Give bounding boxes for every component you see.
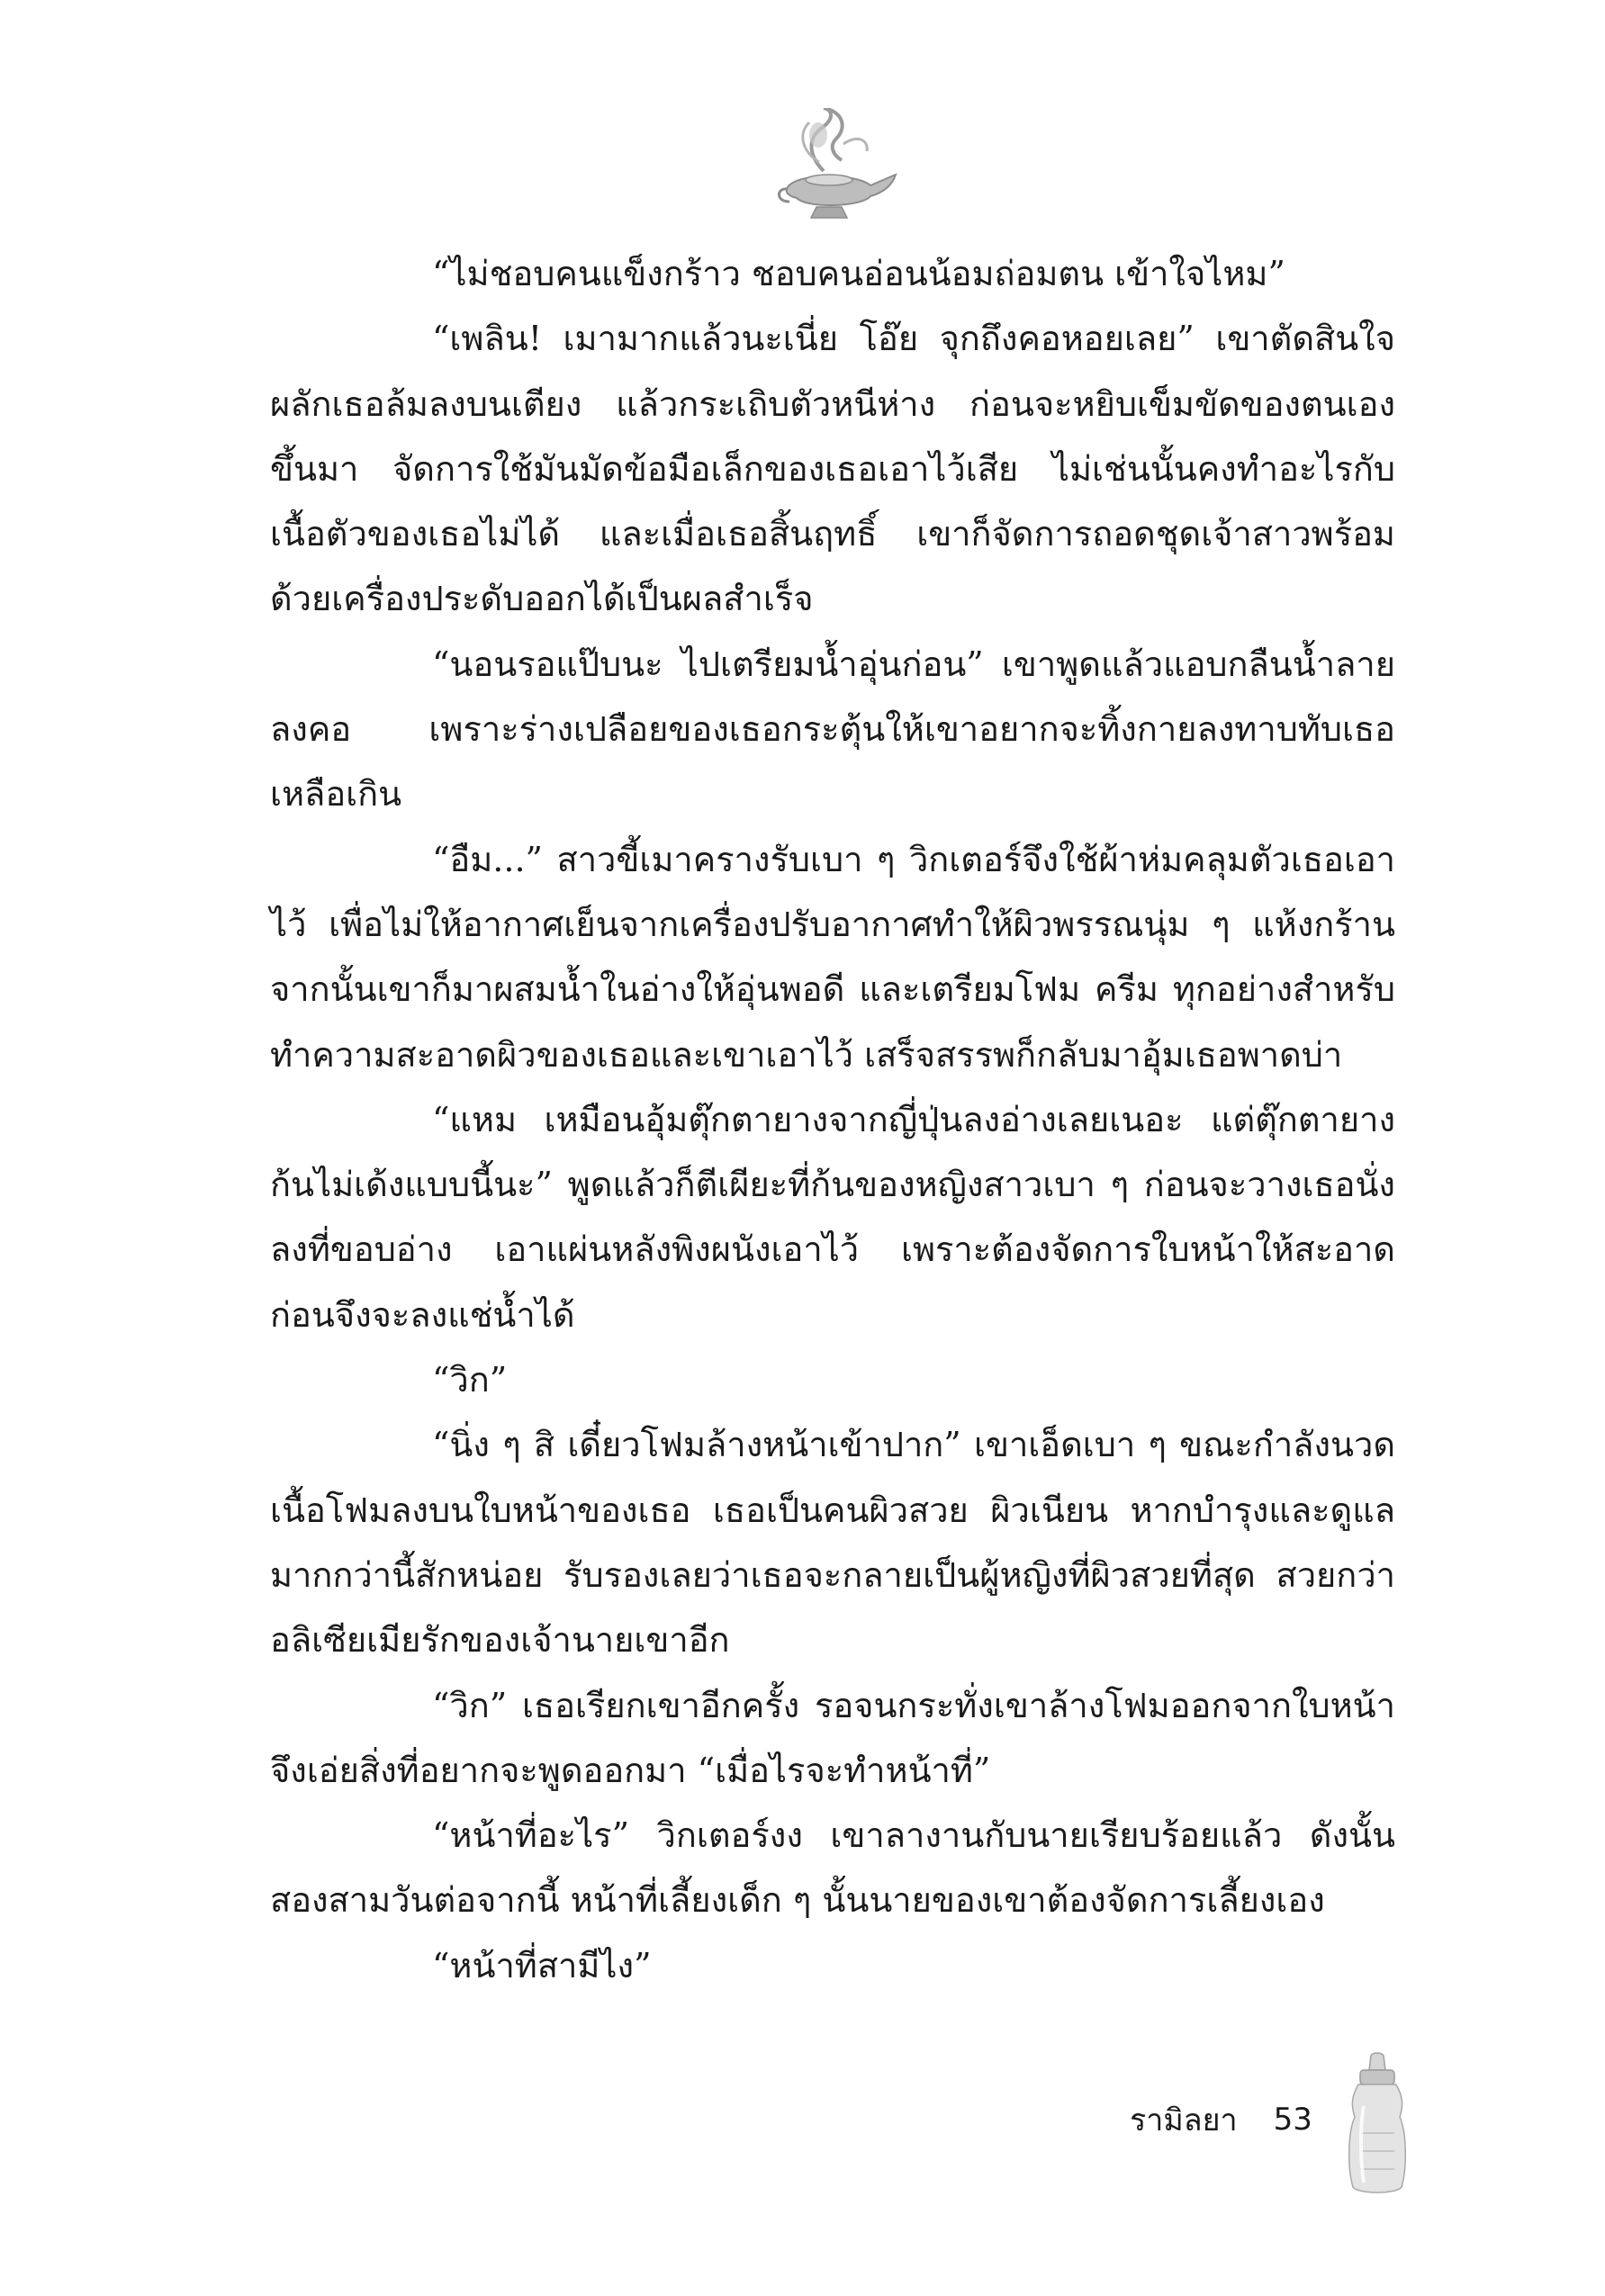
paragraph: “วิก” xyxy=(432,1360,508,1400)
magic-lamp-icon xyxy=(770,108,905,225)
baby-bottle-icon xyxy=(1337,2052,1418,2196)
paragraph: “นอนรอแป๊บนะ ไปเตรียมน้ำอุ่นก่อน” เขาพูดแล้วแอบกลืนน้ำลายลงคอ เพราะร่างเปลือยของเธอกระตุ้นให้เขาอยากจะทิ้งกายลงทาบทับเธอเหลือเกิน xyxy=(270,644,1395,815)
paragraph: “นิ่ง ๆ สิ เดี๋ยวโฟมล้างหน้าเข้าปาก” เขาเอ็ดเบา ๆ ขณะกำลังนวดเนื้อโฟมลงบนใบหน้าของเธอ เธอเป็นคนผิวสวย ผิวเนียน หากบำรุงและดูแลมากกว่านี้สักหน่อย รับรองเลยว่าเธอจะกลายเป็นผู้หญิงที่ผิวสวยที่สุด สวยกว่าอลิเซียเมียรักของเจ้านายเขาอีก xyxy=(270,1425,1395,1661)
chapter-text xyxy=(270,241,1395,1998)
paragraph: “หน้าที่สามีไง” xyxy=(432,1945,652,1985)
paragraph: “อืม...” สาวขี้เมาครางรับเบา ๆ วิกเตอร์จึงใช้ผ้าห่มคลุมตัวเธอเอาไว้ เพื่อไม่ให้อากาศเย็นจากเครื่องปรับอากาศทำให้ผิวพรรณนุ่ม ๆ แห้งกร้าน จากนั้นเขาก็มาผสมน้ำในอ่างให้อุ่นพอดี และเตรียมโฟม ครีม ทุกอย่างสำหรับทำความสะอาดผิวของเธอและเขาเอาไว้ เสร็จสรรพก็กลับมาอุ้มเธอพาดบ่า xyxy=(270,839,1395,1075)
paragraph: “หน้าที่อะไร” วิกเตอร์งง เขาลางานกับนายเรียบร้อยแล้ว ดังนั้นสองสามวันต่อจากนี้ หน้าที่เลี้ยงเด็ก ๆ นั้นนายของเขาต้องจัดการเลี้ยงเอง xyxy=(270,1815,1395,1921)
paragraph: “ไม่ชอบคนแข็งกร้าว ชอบคนอ่อนน้อมถ่อมตน เข้าใจไหม” xyxy=(432,254,1285,293)
paragraph: “วิก” เธอเรียกเขาอีกครั้ง รอจนกระทั่งเขาล้างโฟมออกจากใบหน้าจึงเอ่ยสิ่งที่อยากจะพูดออกมา “เมื่อไรจะทำหน้าที่” xyxy=(270,1685,1395,1790)
author-name: รามิลยา xyxy=(1130,2102,1238,2138)
paragraph: “เพลิน! เมามากแล้วนะเนี่ย โอ๊ย จุกถึงคอหอยเลย” เขาตัดสินใจผลักเธอล้มลงบนเตียง แล้วกระเถิบตัวหนีห่าง ก่อนจะหยิบเข็มขัดของตนเองขึ้นมา จัดการใช้มันมัดข้อมือเล็กของเธอเอาไว้เสีย ไม่เช่นนั้นคงทำอะไรกับเนื้อตัวของเธอไม่ได้ และเมื่อเธอสิ้นฤทธิ์ เขาก็จัดการถอดชุดเจ้าสาวพร้อมด้วยเครื่องประดับออกได้เป็นผลสำเร็จ xyxy=(270,319,1395,619)
page-footer xyxy=(1130,2088,1312,2151)
paragraph: “แหม เหมือนอุ้มตุ๊กตายางจากญี่ปุ่นลงอ่างเลยเนอะ แต่ตุ๊กตายางก้นไม่เด้งแบบนี้นะ” พูดแล้วก็ตีเผียะที่ก้นของหญิงสาวเบา ๆ ก่อนจะวางเธอนั่งลงที่ขอบอ่าง เอาแผ่นหลังพิงผนังเอาไว้ เพราะต้องจัดการใบหน้าให้สะอาดก่อนจึงจะลงแช่น้ำได้ xyxy=(270,1099,1395,1335)
page-number: 53 xyxy=(1273,2102,1312,2138)
